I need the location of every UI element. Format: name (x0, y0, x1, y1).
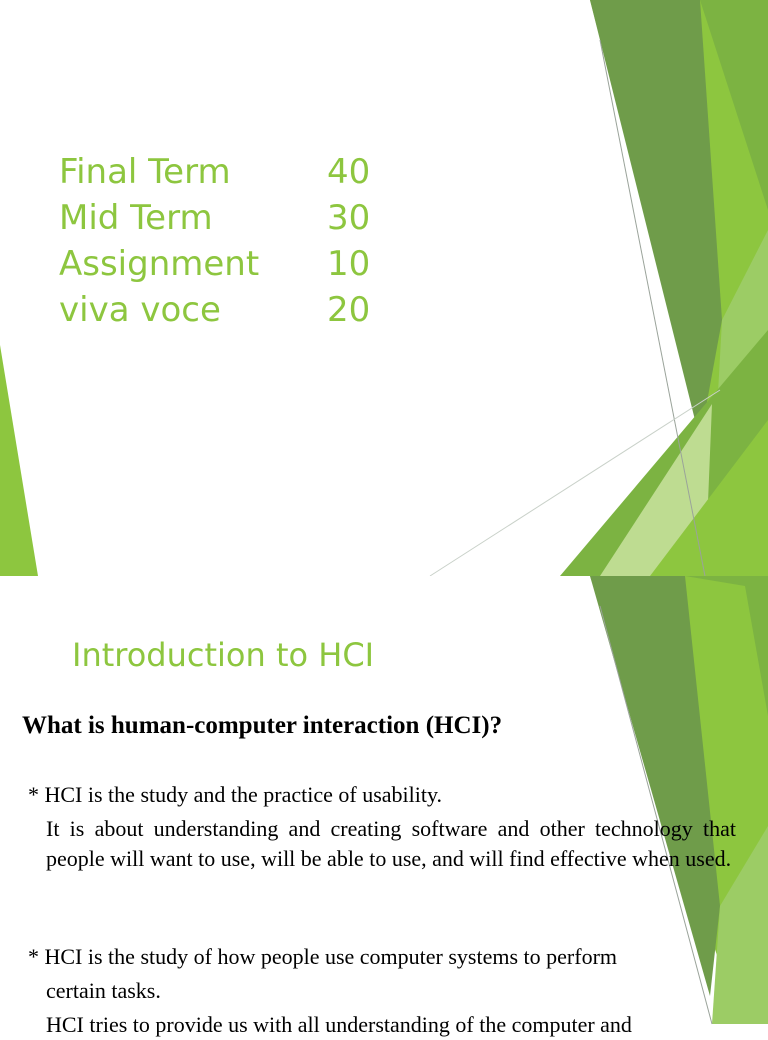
paragraph-1: It is about understanding and creating software and other technology that people will want to use, will be able to use, and will find effective when used. (46, 816, 736, 871)
grade-label: Mid Term (59, 198, 213, 238)
bullet-point-2: * HCI is the study of how people use computer systems to perform (28, 944, 618, 969)
question-heading: What is human-computer interaction (HCI)? (22, 712, 503, 739)
grade-label: Assignment (59, 244, 260, 284)
bullet-point-2-continued: certain tasks. (46, 978, 161, 1003)
intro-hci-slide (0, 576, 768, 1037)
grade-label: Final Term (59, 152, 231, 192)
slide-title: Introduction to HCI (72, 636, 375, 674)
grade-value: 10 (327, 244, 371, 284)
grade-label: viva voce (59, 290, 221, 330)
grade-value: 40 (327, 152, 371, 192)
paragraph-2: HCI tries to provide us with all understanding of the computer and (46, 1012, 632, 1037)
bullet-point-1: * HCI is the study and the practice of usability. (28, 782, 443, 807)
grade-value: 30 (327, 198, 371, 238)
grade-value: 20 (327, 290, 371, 330)
